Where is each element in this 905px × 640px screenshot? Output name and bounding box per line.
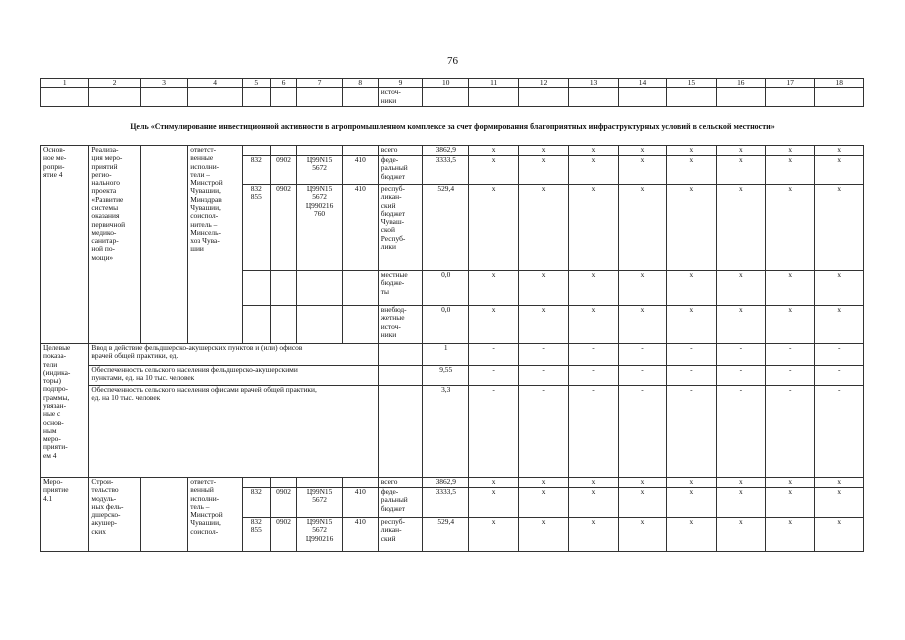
csr-cell: Ц99N15 5672: [297, 488, 342, 518]
cell: [41, 88, 89, 107]
target-value: 9,55: [423, 366, 469, 386]
year-cell: x: [469, 478, 518, 488]
year-cell: -: [667, 344, 716, 366]
csr-cell: [297, 271, 342, 306]
source-cell: внебюд- жетные источ- ники: [378, 306, 422, 344]
cell: [270, 88, 297, 107]
year-cell: x: [518, 518, 568, 552]
year-cell: x: [667, 478, 716, 488]
event-name: Меро- приятие 4.1: [41, 478, 89, 552]
total-cell: 529,4: [423, 518, 469, 552]
col-num: 8: [342, 79, 378, 88]
grbs-cell: 832: [242, 156, 270, 185]
target-value: 3,3: [423, 386, 469, 478]
year-cell: x: [815, 271, 864, 306]
cell: [518, 88, 568, 107]
year-cell: x: [569, 185, 618, 271]
cell: [89, 88, 141, 107]
year-cell: x: [667, 518, 716, 552]
year-cell: -: [667, 386, 716, 478]
source-cell: источ- ники: [378, 88, 422, 107]
year-cell: -: [667, 366, 716, 386]
year-cell: x: [716, 306, 765, 344]
year-cell: x: [766, 488, 815, 518]
vr-cell: [342, 271, 378, 306]
event-title: Реализа- ция меро- приятий регио- нального проекта «Развитие системы оказания первичной медико- санитар- ной по- мощи»: [89, 146, 141, 344]
col-num: 17: [766, 79, 815, 88]
table-row: [41, 478, 864, 488]
targets-label: Целевые показа- тели (индика- торы) подпро- граммы, увязан- ные с основ- ным меро- прияти- ем 4: [41, 344, 89, 478]
year-cell: -: [716, 366, 765, 386]
csr-cell: Ц99N15 5672 Ц990216 760: [297, 185, 342, 271]
source-cell: феде- ральный бюджет: [378, 156, 422, 185]
year-cell: x: [766, 146, 815, 156]
year-cell: x: [618, 156, 666, 185]
year-cell: x: [766, 156, 815, 185]
year-cell: x: [716, 271, 765, 306]
continuation-row: [41, 88, 864, 107]
year-cell: x: [815, 156, 864, 185]
col-num: 3: [140, 79, 187, 88]
year-cell: x: [469, 185, 518, 271]
cell: [423, 88, 469, 107]
year-cell: -: [766, 344, 815, 366]
year-cell: -: [569, 344, 618, 366]
year-cell: x: [618, 306, 666, 344]
col-num: 10: [423, 79, 469, 88]
year-cell: -: [518, 366, 568, 386]
cell: [188, 88, 243, 107]
column-number-row: [41, 79, 864, 88]
event-title: Строи- тельство модуль- ных фель- дшерско- акушер- ских: [89, 478, 141, 552]
total-cell: 3862,9: [423, 146, 469, 156]
year-cell: x: [716, 518, 765, 552]
header-table: [40, 78, 864, 107]
col-num: 11: [469, 79, 518, 88]
vr-cell: 410: [342, 156, 378, 185]
year-cell: -: [518, 386, 568, 478]
year-cell: x: [815, 518, 864, 552]
year-cell: -: [716, 344, 765, 366]
vr-cell: [342, 306, 378, 344]
year-cell: x: [766, 518, 815, 552]
year-cell: x: [618, 146, 666, 156]
year-cell: x: [766, 185, 815, 271]
col-num: 16: [716, 79, 765, 88]
event-responsible: ответст- венный исполни- тель – Минстрой Чувашии, соиспол-: [188, 478, 243, 552]
year-cell: x: [766, 306, 815, 344]
event-responsible: ответст- венные исполни- тели – Минстрой Чувашии, Минздрав Чувашии, соиспол- нитель – Минсель- хоз Чува- шии: [188, 146, 243, 344]
year-cell: -: [815, 344, 864, 366]
year-cell: -: [469, 344, 518, 366]
csr-cell: Ц99N15 5672: [297, 156, 342, 185]
year-cell: x: [716, 488, 765, 518]
year-cell: -: [569, 366, 618, 386]
year-cell: -: [766, 386, 815, 478]
year-cell: -: [569, 386, 618, 478]
year-cell: x: [766, 271, 815, 306]
year-cell: -: [815, 386, 864, 478]
cell: [716, 88, 765, 107]
year-cell: x: [667, 488, 716, 518]
event-name: Основ- ное ме- ропри- ятие 4: [41, 146, 89, 344]
year-cell: x: [618, 185, 666, 271]
cell: [140, 478, 187, 552]
year-cell: -: [618, 386, 666, 478]
year-cell: x: [518, 156, 568, 185]
year-cell: x: [469, 156, 518, 185]
year-cell: x: [518, 488, 568, 518]
year-cell: x: [569, 146, 618, 156]
year-cell: -: [618, 344, 666, 366]
csr-cell: [297, 478, 342, 488]
year-cell: x: [469, 146, 518, 156]
rzpr-cell: 0902: [270, 156, 297, 185]
rzpr-cell: [270, 271, 297, 306]
goal-heading: Цель «Стимулирование инвестиционной активности в агропромышленном комплексе за счет формирования благоприятных инфраструктурных условий в сельской местности»: [130, 122, 775, 131]
year-cell: x: [518, 185, 568, 271]
year-cell: x: [815, 146, 864, 156]
grbs-cell: 832 855: [242, 185, 270, 271]
year-cell: x: [518, 146, 568, 156]
col-num: 12: [518, 79, 568, 88]
col-num: 4: [188, 79, 243, 88]
total-cell: 3333,5: [423, 156, 469, 185]
year-cell: -: [469, 366, 518, 386]
year-cell: x: [667, 146, 716, 156]
year-cell: x: [518, 306, 568, 344]
grbs-cell: [242, 478, 270, 488]
vr-cell: 410: [342, 185, 378, 271]
year-cell: -: [716, 386, 765, 478]
vr-cell: 410: [342, 488, 378, 518]
table-row: [41, 146, 864, 156]
grbs-cell: [242, 306, 270, 344]
source-cell: респуб- ликан- ский: [378, 518, 422, 552]
rzpr-cell: [270, 146, 297, 156]
source-cell: всего: [378, 146, 422, 156]
csr-cell: Ц99N15 5672 Ц990216: [297, 518, 342, 552]
rzpr-cell: 0902: [270, 518, 297, 552]
page-number: 76: [447, 55, 458, 67]
year-cell: x: [569, 518, 618, 552]
col-num: 1: [41, 79, 89, 88]
cell: [569, 88, 618, 107]
target-row: [41, 386, 864, 478]
year-cell: x: [618, 478, 666, 488]
year-cell: -: [766, 366, 815, 386]
year-cell: x: [716, 156, 765, 185]
grbs-cell: [242, 271, 270, 306]
year-cell: x: [667, 185, 716, 271]
source-cell: всего: [378, 478, 422, 488]
cell: [815, 88, 864, 107]
year-cell: x: [569, 488, 618, 518]
total-cell: 0,0: [423, 271, 469, 306]
col-num: 6: [270, 79, 297, 88]
year-cell: x: [569, 271, 618, 306]
cell: [378, 344, 422, 366]
source-cell: феде- ральный бюджет: [378, 488, 422, 518]
year-cell: x: [815, 488, 864, 518]
cell: [667, 88, 716, 107]
cell: [242, 88, 270, 107]
year-cell: -: [518, 344, 568, 366]
vr-cell: [342, 146, 378, 156]
col-num: 9: [378, 79, 422, 88]
vr-cell: 410: [342, 518, 378, 552]
year-cell: x: [716, 185, 765, 271]
cell: [766, 88, 815, 107]
year-cell: x: [469, 488, 518, 518]
col-num: 2: [89, 79, 141, 88]
year-cell: x: [667, 306, 716, 344]
total-cell: 3862,9: [423, 478, 469, 488]
year-cell: x: [569, 156, 618, 185]
year-cell: x: [815, 478, 864, 488]
main-table-body: [41, 146, 864, 552]
csr-cell: [297, 146, 342, 156]
total-cell: 3333,5: [423, 488, 469, 518]
cell: [378, 366, 422, 386]
total-cell: 0,0: [423, 306, 469, 344]
cell: [140, 88, 187, 107]
year-cell: x: [667, 271, 716, 306]
year-cell: -: [815, 366, 864, 386]
target-text: Ввод в действие фельдшерско-акушерских пунктов и (или) офисов врачей общей практики, ед.: [89, 344, 378, 366]
vr-cell: [342, 478, 378, 488]
year-cell: x: [469, 271, 518, 306]
cell: [297, 88, 342, 107]
source-cell: респуб- ликан- ский бюджет Чуваш- ской Респуб- лики: [378, 185, 422, 271]
rzpr-cell: [270, 306, 297, 344]
col-num: 7: [297, 79, 342, 88]
target-value: 1: [423, 344, 469, 366]
cell: [469, 88, 518, 107]
col-num: 14: [618, 79, 666, 88]
col-num: 5: [242, 79, 270, 88]
target-text: Обеспеченность сельского населения фельдшерско-акушерскими пунктами, ед. на 10 тыс. человек: [89, 366, 378, 386]
col-num: 18: [815, 79, 864, 88]
year-cell: x: [766, 478, 815, 488]
year-cell: -: [618, 366, 666, 386]
main-table: [40, 145, 864, 552]
year-cell: -: [469, 386, 518, 478]
grbs-cell: 832 855: [242, 518, 270, 552]
year-cell: x: [569, 478, 618, 488]
year-cell: x: [667, 156, 716, 185]
target-row: [41, 366, 864, 386]
target-text: Обеспеченность сельского населения офисами врачей общей практики, ед. на 10 тыс. человек: [89, 386, 378, 478]
rzpr-cell: [270, 478, 297, 488]
year-cell: x: [716, 146, 765, 156]
cell: [378, 386, 422, 478]
year-cell: x: [518, 478, 568, 488]
col-num: 15: [667, 79, 716, 88]
year-cell: x: [518, 271, 568, 306]
year-cell: x: [618, 488, 666, 518]
year-cell: x: [815, 306, 864, 344]
rzpr-cell: 0902: [270, 185, 297, 271]
rzpr-cell: 0902: [270, 488, 297, 518]
csr-cell: [297, 306, 342, 344]
year-cell: x: [815, 185, 864, 271]
target-row: [41, 344, 864, 366]
source-cell: местные бюдже- ты: [378, 271, 422, 306]
col-num: 13: [569, 79, 618, 88]
total-cell: 529,4: [423, 185, 469, 271]
cell: [618, 88, 666, 107]
year-cell: x: [618, 271, 666, 306]
cell: [140, 146, 187, 344]
grbs-cell: 832: [242, 488, 270, 518]
year-cell: x: [469, 518, 518, 552]
grbs-cell: [242, 146, 270, 156]
year-cell: x: [716, 478, 765, 488]
year-cell: x: [618, 518, 666, 552]
cell: [342, 88, 378, 107]
year-cell: x: [569, 306, 618, 344]
year-cell: x: [469, 306, 518, 344]
